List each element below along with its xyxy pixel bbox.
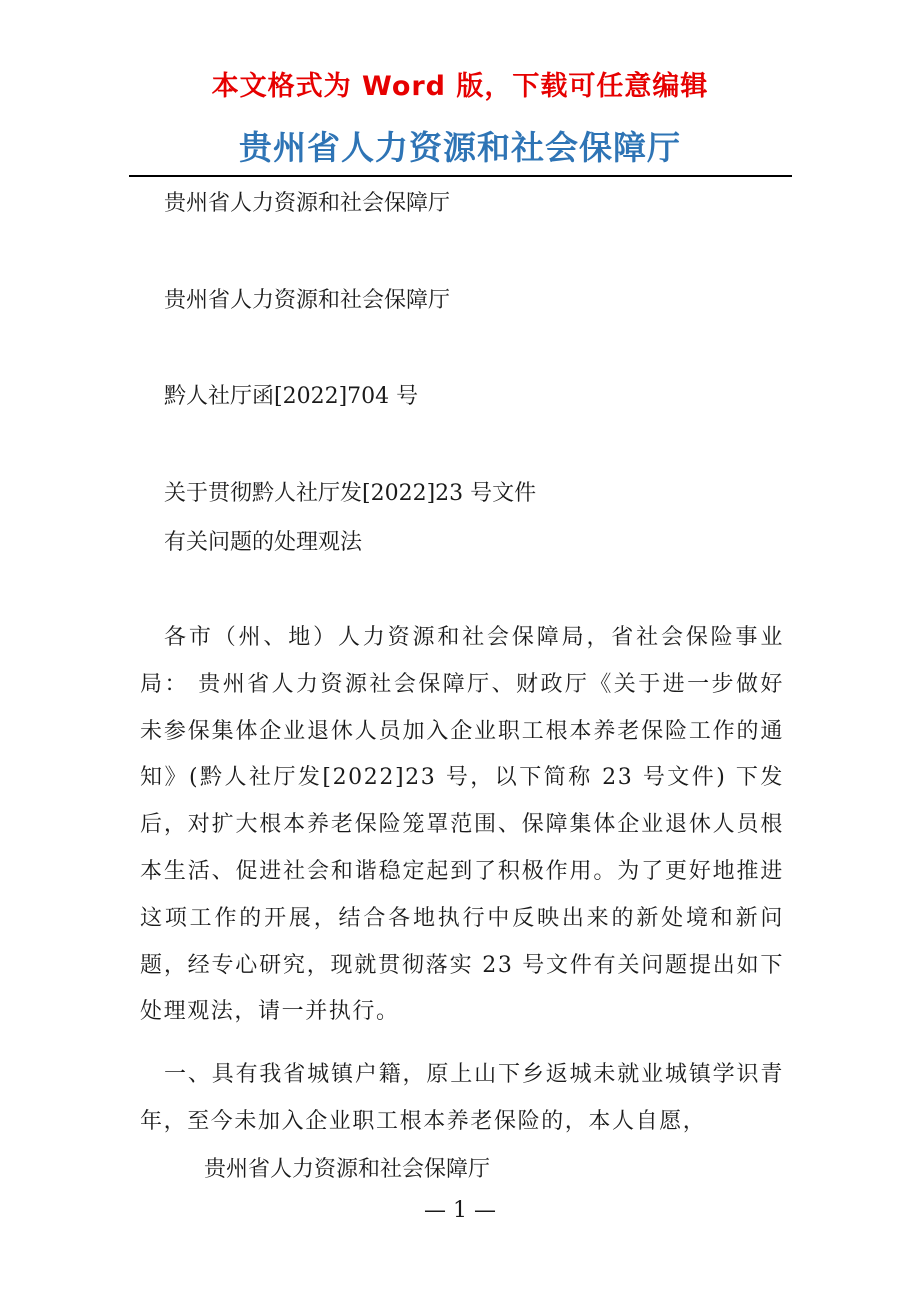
page-number: — 1 — (424, 1198, 496, 1223)
document-number: 黔人社厅函[2022]704 号 (164, 384, 419, 409)
format-banner: 本文格式为 Word 版，下载可任意编辑 (211, 71, 709, 102)
body-paragraph-1: 各市（州、地）人力资源和社会保障局，省社会保险事业局： 贵州省人力资源社会保障厅、财政厅《关于进一步做好未参保集体企业退休人员加入企业职工根本养老保险工作的通知》(黔人社厅发[2022]23 号，以下简称 23 号文件) 下发后，对扩大根本养老保险笼罩范围、保障集体企业退休人员根本生活、促进社会和谐稳定起到了积极作用。为了更好地推进这项工作的开展，结合各地执行中反映出来的新处境和新问题，经专心研究，现就贯彻落实 23 号文件有关问题提出如下处理观法，请一并执行。 (140, 625, 784, 1025)
subject-line-1: 关于贯彻黔人社厅发[2022]23 号文件 (164, 481, 537, 506)
header-rule (129, 175, 792, 177)
body-paragraph-2: 一、具有我省城镇户籍，原上山下乡返城未就业城镇学识青年，至今未加入企业职工根本养老保险的，本人自愿， (140, 1062, 784, 1134)
document-title: 贵州省人力资源和社会保障厅 (239, 128, 681, 167)
org-line-2: 贵州省人力资源和社会保障厅 (164, 288, 451, 313)
subject-line-2: 有关问题的处理观法 (164, 530, 363, 555)
org-line-1: 贵州省人力资源和社会保障厅 (164, 191, 451, 216)
footer-org: 贵州省人力资源和社会保障厅 (204, 1157, 491, 1182)
